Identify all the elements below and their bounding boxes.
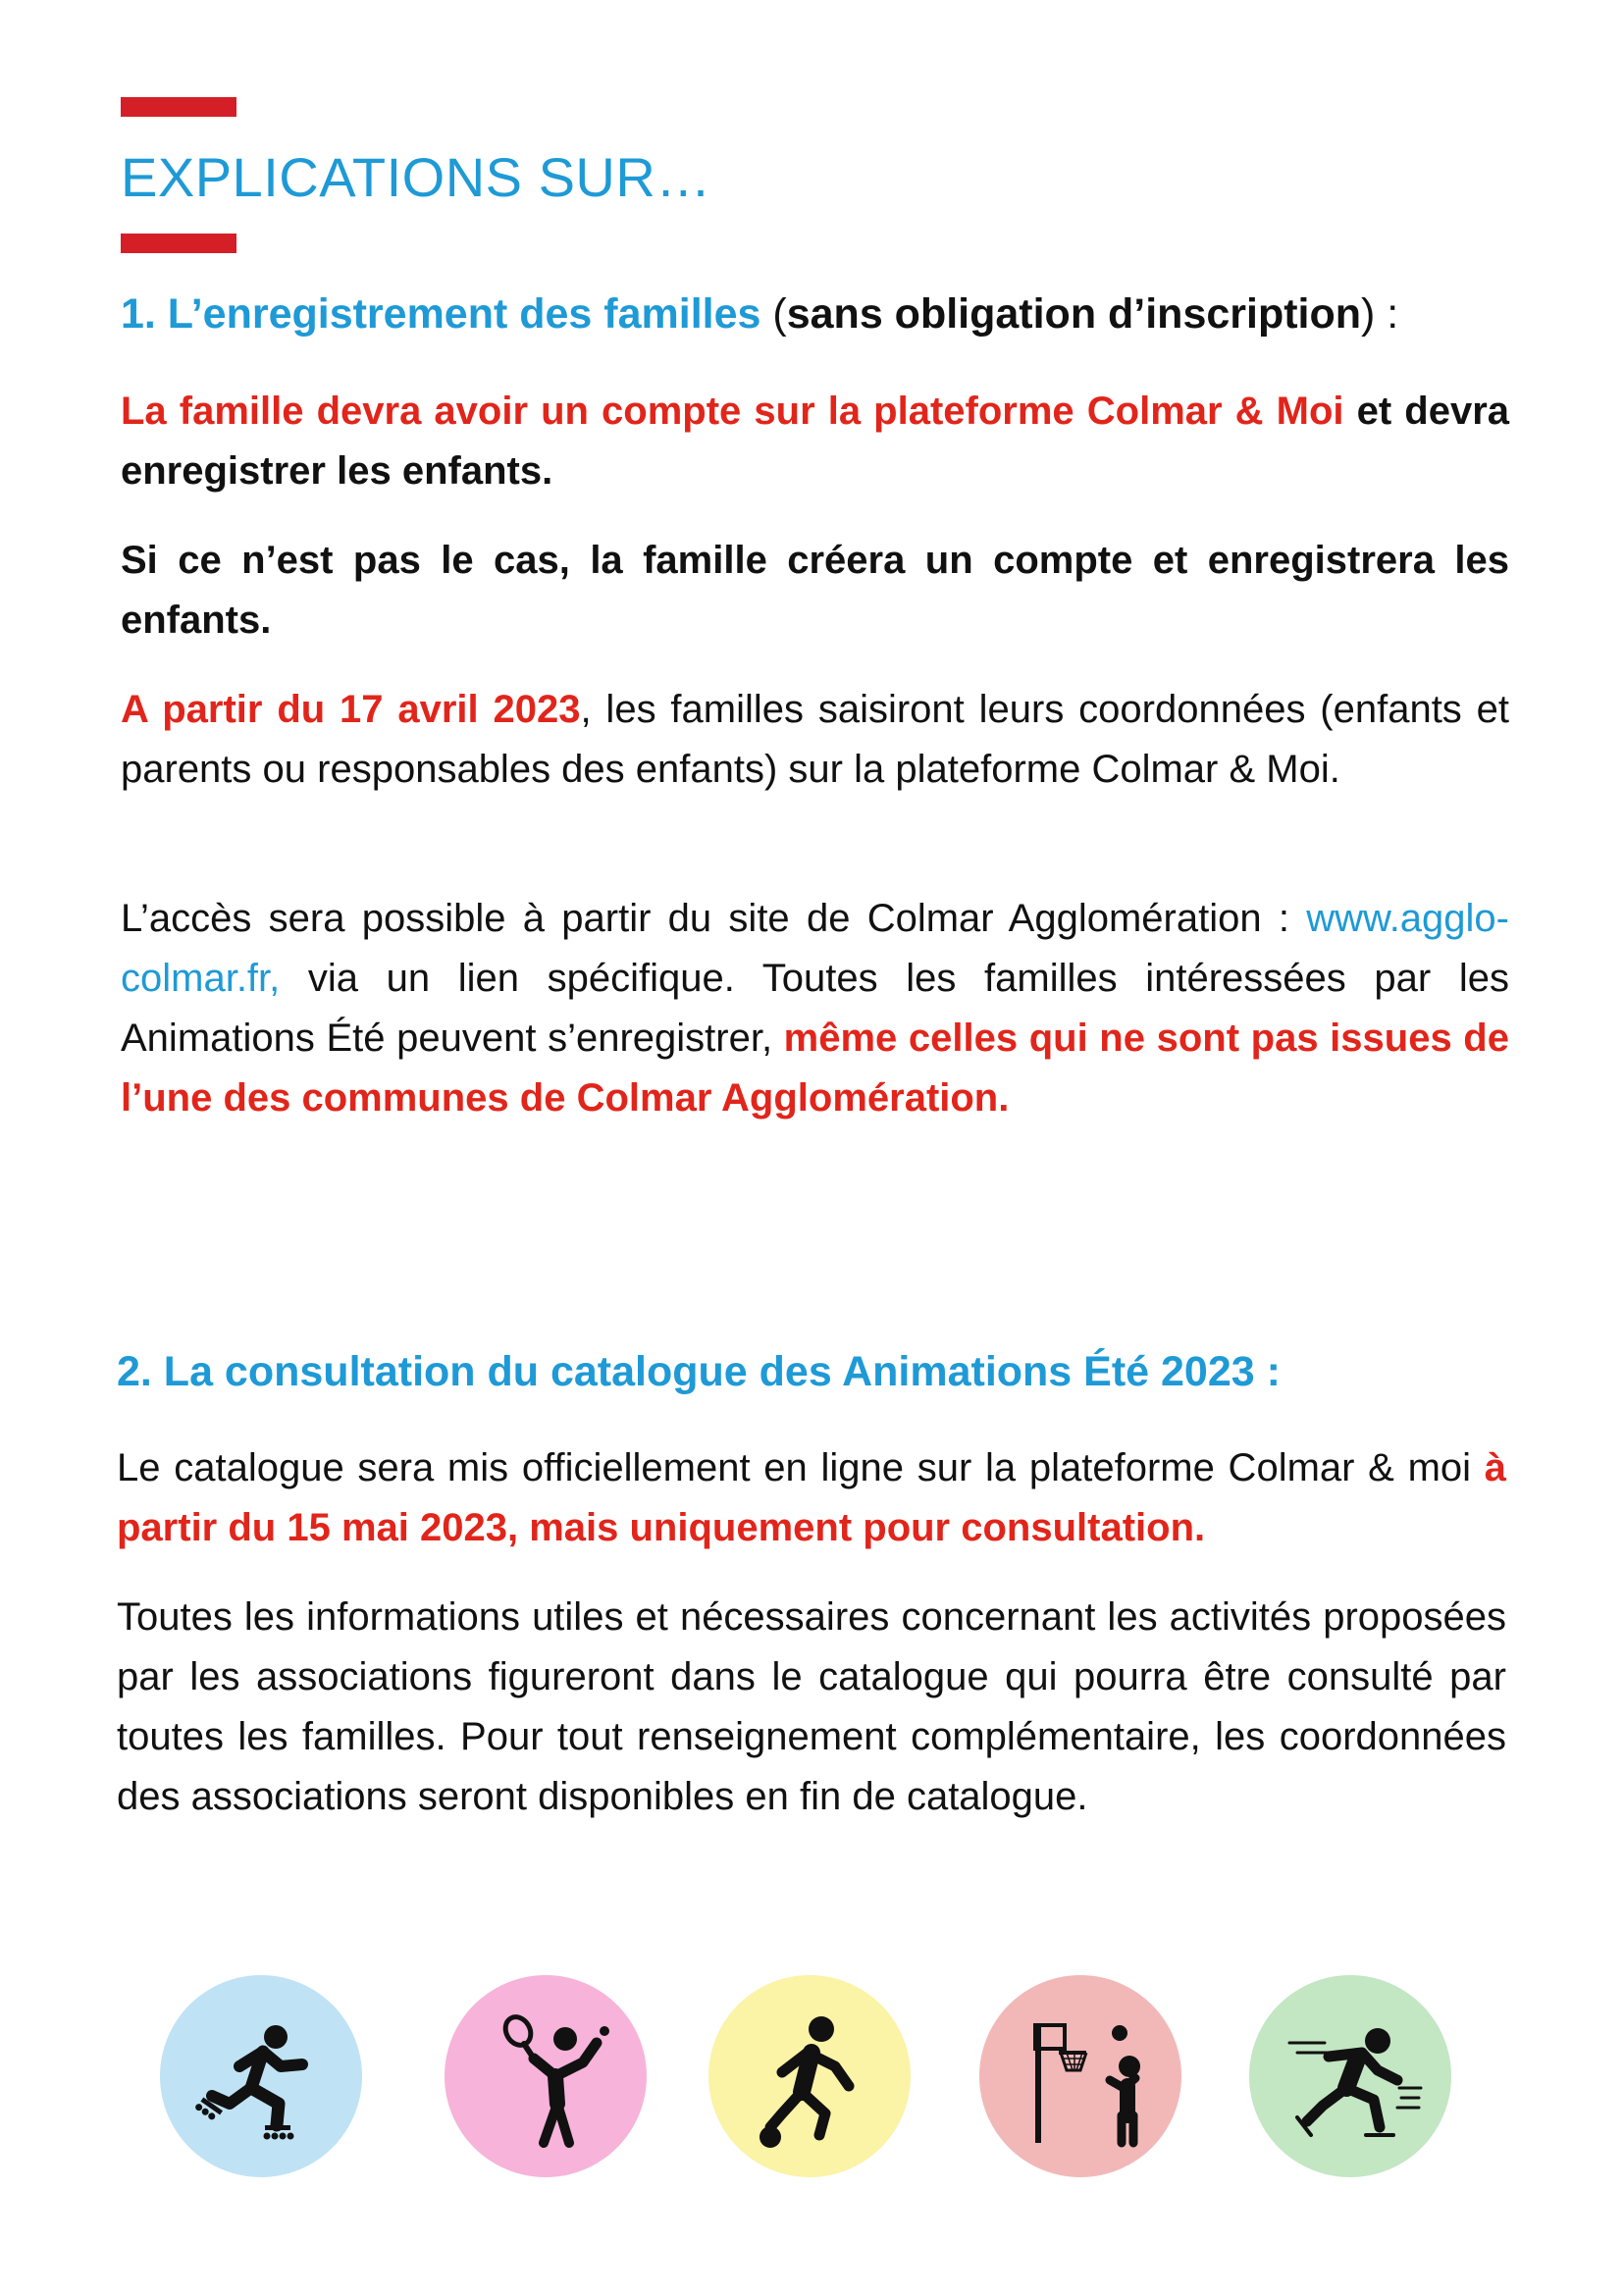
ice-skater-icon — [1249, 1975, 1451, 2177]
section2-paragraph-2: Toutes les informations utiles et nécessaires concernant les activités proposées par les associations figureront dans le catalogue qui pourra être consulté par toutes les familles. Pour tout renseignement complémentaire, les coordonnées des associations seront disponibles en fin de catalogue. — [117, 1595, 1506, 1818]
top-red-bar — [121, 97, 236, 117]
section1-p4-start: L’accès sera possible à partir du site de Colmar Agglomération : — [121, 897, 1307, 940]
section1-p1-highlight: La famille devra avoir un compte sur la plateforme Colmar & Moi — [121, 390, 1344, 433]
section1-paragraph-2: Si ce n’est pas le cas, la famille créera un compte et enregistrera les enfants. — [121, 539, 1509, 642]
section1-p1-rest: et devra enregistrer les enfants. — [121, 390, 1510, 493]
bottom-red-bar — [121, 234, 236, 253]
section1-title-paren-close: ) : — [1361, 290, 1399, 338]
section1-paragraph-1 — [121, 382, 1509, 501]
section1-p3-date: A partir du 17 avril 2023 — [121, 688, 581, 731]
roller-skater-icon — [160, 1975, 362, 2177]
agglo-colmar-link[interactable]: www.agglo-colmar.fr, — [121, 897, 1509, 1000]
football-player-icon — [708, 1975, 911, 2177]
basketball-player-icon — [979, 1975, 1181, 2177]
section1-paragraph-3 — [121, 680, 1509, 800]
section1-p3-rest: , les familles saisiront leurs coordonnées (enfants et parents ou responsables des enfants) sur la plateforme Colmar & Moi. — [121, 688, 1510, 791]
section2-paragraph-1 — [117, 1438, 1506, 1558]
section1-title-main: 1. L’enregistrement des familles — [121, 290, 761, 338]
section2-title: 2. La consultation du catalogue des Animations Été 2023 : — [117, 1348, 1281, 1395]
section1-title-paren-open: ( — [760, 290, 787, 338]
section2-p1-start: Le catalogue sera mis officiellement en ligne sur la plateforme Colmar & moi — [117, 1446, 1485, 1489]
section1-title — [121, 290, 1398, 339]
page-title: EXPLICATIONS SUR… — [121, 146, 711, 208]
section1-title-paren-bold: sans obligation d’inscription — [786, 290, 1362, 338]
sport-icons-row — [0, 1975, 1624, 2181]
section1-p4-mid: via un lien spécifique. Toutes les familles intéressées par les Animations Été peuvent s’enregistrer, — [121, 957, 1509, 1060]
section1-p4-highlight: même celles qui ne sont pas issues de l’une des communes de Colmar Agglomération. — [121, 1017, 1509, 1120]
section1-paragraph-4 — [121, 889, 1509, 1128]
tennis-player-icon — [445, 1975, 647, 2177]
section2-p1-highlight: à partir du 15 mai 2023, mais uniquement pour consultation. — [117, 1446, 1506, 1549]
